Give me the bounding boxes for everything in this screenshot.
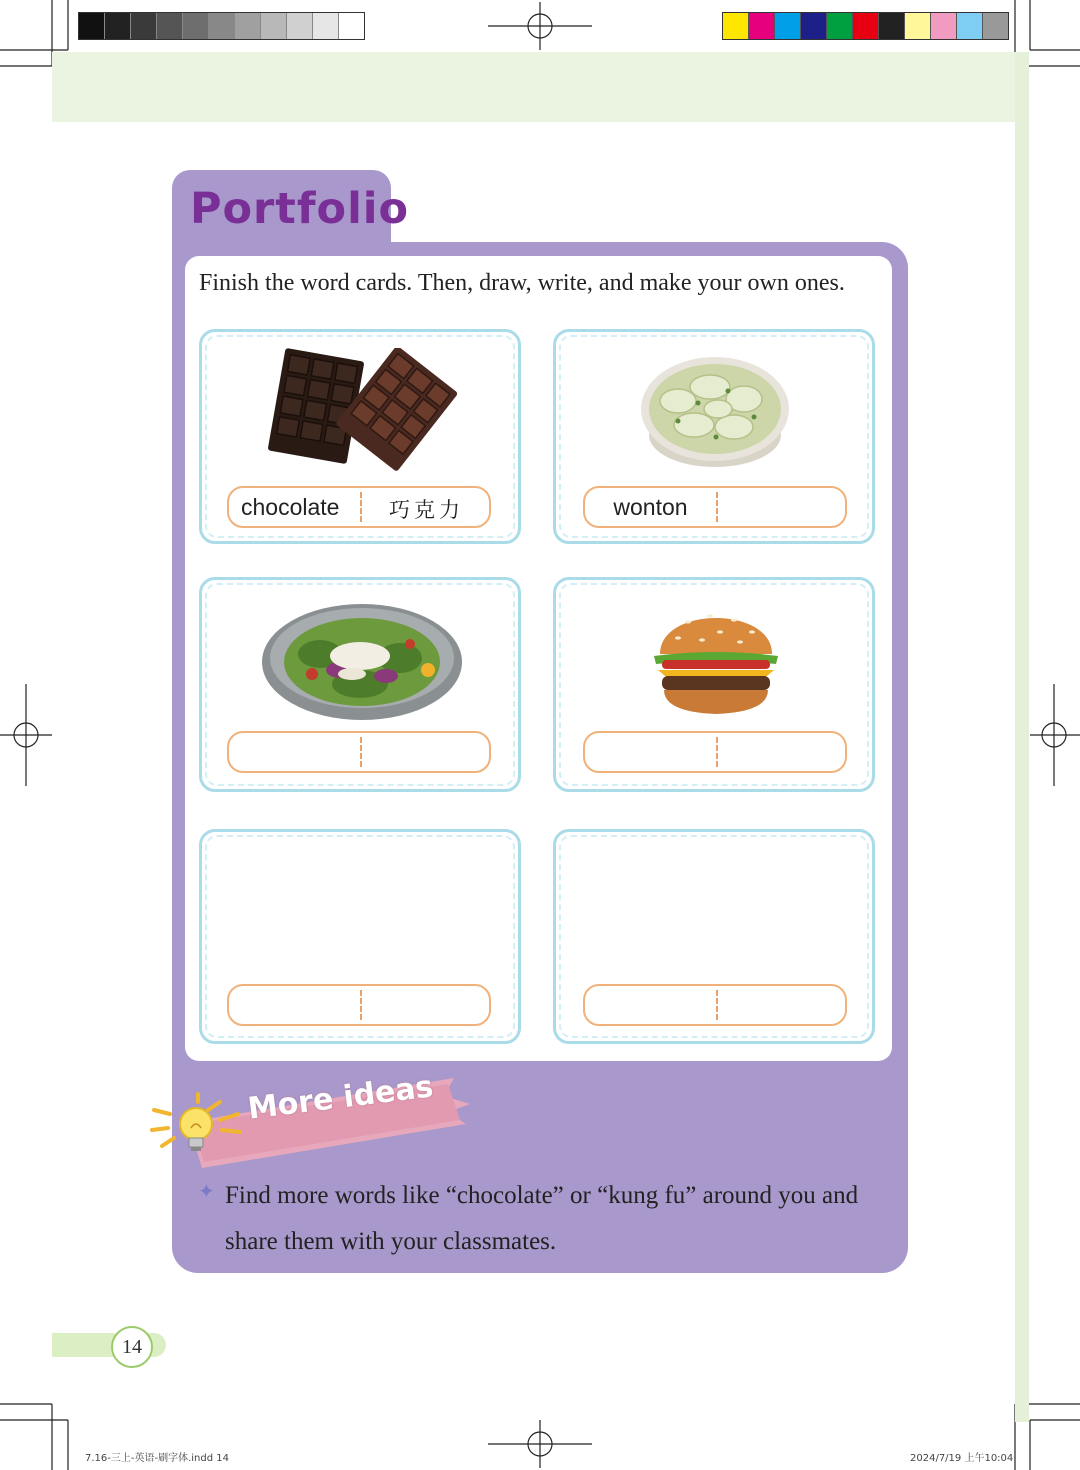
- pill-divider: [360, 737, 362, 767]
- portfolio-title: Portfolio: [190, 184, 410, 234]
- lightbulb-icon: [150, 1092, 246, 1158]
- pill-divider: [716, 990, 718, 1020]
- print-slug-file: 7.16-三上-英语-刷字体.indd 14: [85, 1453, 229, 1464]
- wonton-bowl-image: [638, 351, 792, 473]
- hamburger-image: [648, 596, 784, 718]
- more-ideas-label: More ideas: [246, 1069, 436, 1127]
- pill-divider: [360, 990, 362, 1020]
- star-bullet-icon: ✦: [198, 1181, 215, 1203]
- pill-divider: [360, 492, 362, 522]
- word-input-chocolate[interactable]: [227, 486, 491, 528]
- word-input-salad[interactable]: [227, 731, 491, 773]
- more-ideas-text: Find more words like “chocolate” or “kung fu” around you and share them with your classmates.: [225, 1182, 859, 1255]
- page-edge-strip: [1015, 52, 1029, 1422]
- english-word: chocolate: [241, 494, 340, 520]
- chinese-word: 巧克力: [389, 498, 464, 522]
- pill-divider: [716, 737, 718, 767]
- pill-divider: [716, 492, 718, 522]
- word-input-hamburger[interactable]: [583, 731, 847, 773]
- english-word: wonton: [613, 494, 688, 520]
- chocolate-bars-image: [266, 348, 458, 472]
- word-input-blank-1[interactable]: [227, 984, 491, 1026]
- instruction-text: Finish the word cards. Then, draw, write, and make your own ones.: [199, 270, 845, 296]
- page-header-band: [52, 52, 1015, 122]
- page-number: 14: [111, 1326, 153, 1368]
- word-input-blank-2[interactable]: [583, 984, 847, 1026]
- word-input-wonton[interactable]: [583, 486, 847, 528]
- print-slug-date: 2024/7/19 上午10:04: [910, 1453, 1014, 1464]
- salad-bowl-image: [260, 592, 464, 722]
